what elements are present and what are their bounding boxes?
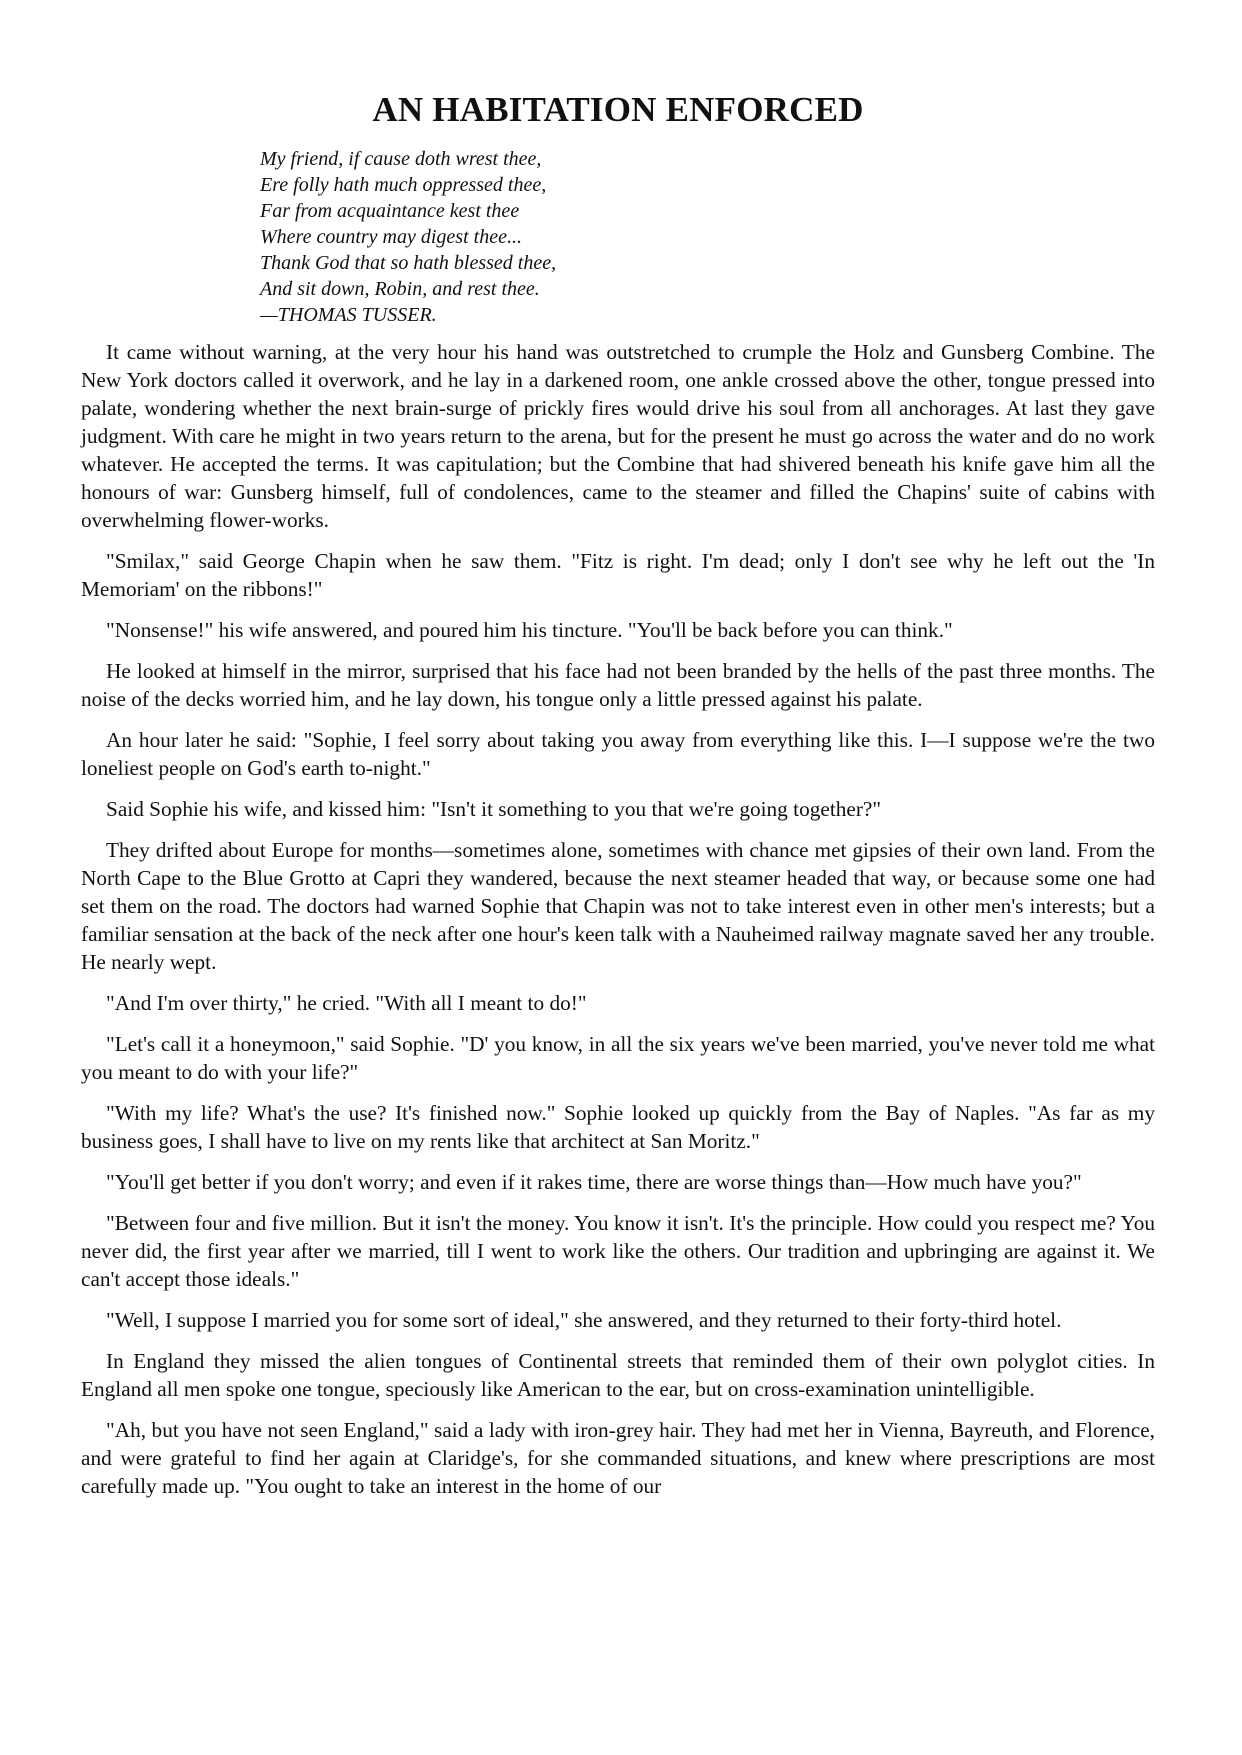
paragraph: "Ah, but you have not seen England," said a lady with iron-grey hair. They had met her in Vienna, Bayreuth, and Florence, and were grateful to find her again at Claridge's, for she commanded situations, and knew where prescriptions are most carefully made up. "You ought to take an interest in the home of our — [81, 1418, 1155, 1498]
paragraph: An hour later he said: "Sophie, I feel sorry about taking you away from everything like this. I—I suppose we're the two loneliest people on God's earth to-night." — [81, 728, 1155, 780]
paragraph: "With my life? What's the use? It's finished now." Sophie looked up quickly from the Bay of Naples. "As far as my business goes, I shall have to live on my rents like that architect at San Moritz." — [81, 1101, 1155, 1153]
paragraph: Said Sophie his wife, and kissed him: "Isn't it something to you that we're going together?" — [106, 797, 882, 821]
epigraph-line: And sit down, Robin, and rest thee. — [260, 278, 540, 300]
epigraph-line: Where country may digest thee... — [260, 226, 522, 248]
epigraph-line: Ere folly hath much oppressed thee, — [260, 174, 547, 196]
paragraph: They drifted about Europe for months—sometimes alone, sometimes with chance met gipsies of their own land. From the North Cape to the Blue Grotto at Capri they wandered, because the next steamer headed that way, or because some one had set them on the road. The doctors had warned Sophie that Chapin was not to take interest even in other men's interests; but a familiar sensation at the back of the neck after one hour's keen talk with a Nauheimed railway magnate saved her any trouble. He nearly wept. — [81, 838, 1155, 974]
document-page — [81, 90, 1155, 1513]
body-text — [81, 338, 1155, 1500]
epigraph-line: My friend, if cause doth wrest thee, — [260, 148, 542, 170]
paragraph: "Well, I suppose I married you for some sort of ideal," she answered, and they returned to their forty-third hotel. — [106, 1308, 1062, 1332]
chapter-title: AN HABITATION ENFORCED — [372, 90, 864, 129]
paragraph: "Between four and five million. But it isn't the money. You know it isn't. It's the principle. How could you respect me? You never did, the first year after we married, till I went to work like the others. Our tradition and upbringing are against it. We can't accept those ideals." — [81, 1211, 1155, 1291]
paragraph: "Let's call it a honeymoon," said Sophie. "D' you know, in all the six years we've been married, you've never told me what you meant to do with your life?" — [81, 1032, 1155, 1084]
epigraph — [260, 146, 1155, 328]
paragraph: He looked at himself in the mirror, surprised that his face had not been branded by the hells of the past three months. The noise of the decks worried him, and he lay down, his tongue only a little pressed against his palate. — [81, 659, 1155, 711]
paragraph: It came without warning, at the very hour his hand was outstretched to crumple the Holz and Gunsberg Combine. The New York doctors called it overwork, and he lay in a darkened room, one ankle crossed above the other, tongue pressed into palate, wondering whether the next brain-surge of prickly fires would drive his soul from all anchorages. At last they gave judgment. With care he might in two years return to the arena, but for the present he must go across the water and do no work whatever. He accepted the terms. It was capitulation; but the Combine that had shivered beneath his knife gave him all the honours of war: Gunsberg himself, full of condolences, came to the steamer and filled the Chapins' suite of cabins with overwhelming flower-works. — [81, 340, 1155, 532]
epigraph-line: Far from acquaintance kest thee — [260, 200, 520, 222]
paragraph: In England they missed the alien tongues of Continental streets that reminded them of their own polyglot cities. In England all men spoke one tongue, speciously like American to the ear, but on cross-examination unintelligible. — [81, 1349, 1155, 1401]
epigraph-line: Thank God that so hath blessed thee, — [260, 252, 557, 274]
paragraph: "Smilax," said George Chapin when he saw them. "Fitz is right. I'm dead; only I don't see why he left out the 'In Memoriam' on the ribbons!" — [81, 549, 1155, 601]
paragraph: "Nonsense!" his wife answered, and poured him his tincture. "You'll be back before you can think." — [106, 618, 953, 642]
epigraph-attribution: —THOMAS TUSSER. — [260, 304, 437, 326]
paragraph: "And I'm over thirty," he cried. "With all I meant to do!" — [106, 991, 587, 1015]
paragraph: "You'll get better if you don't worry; and even if it rakes time, there are worse things than—How much have you?" — [106, 1170, 1082, 1194]
